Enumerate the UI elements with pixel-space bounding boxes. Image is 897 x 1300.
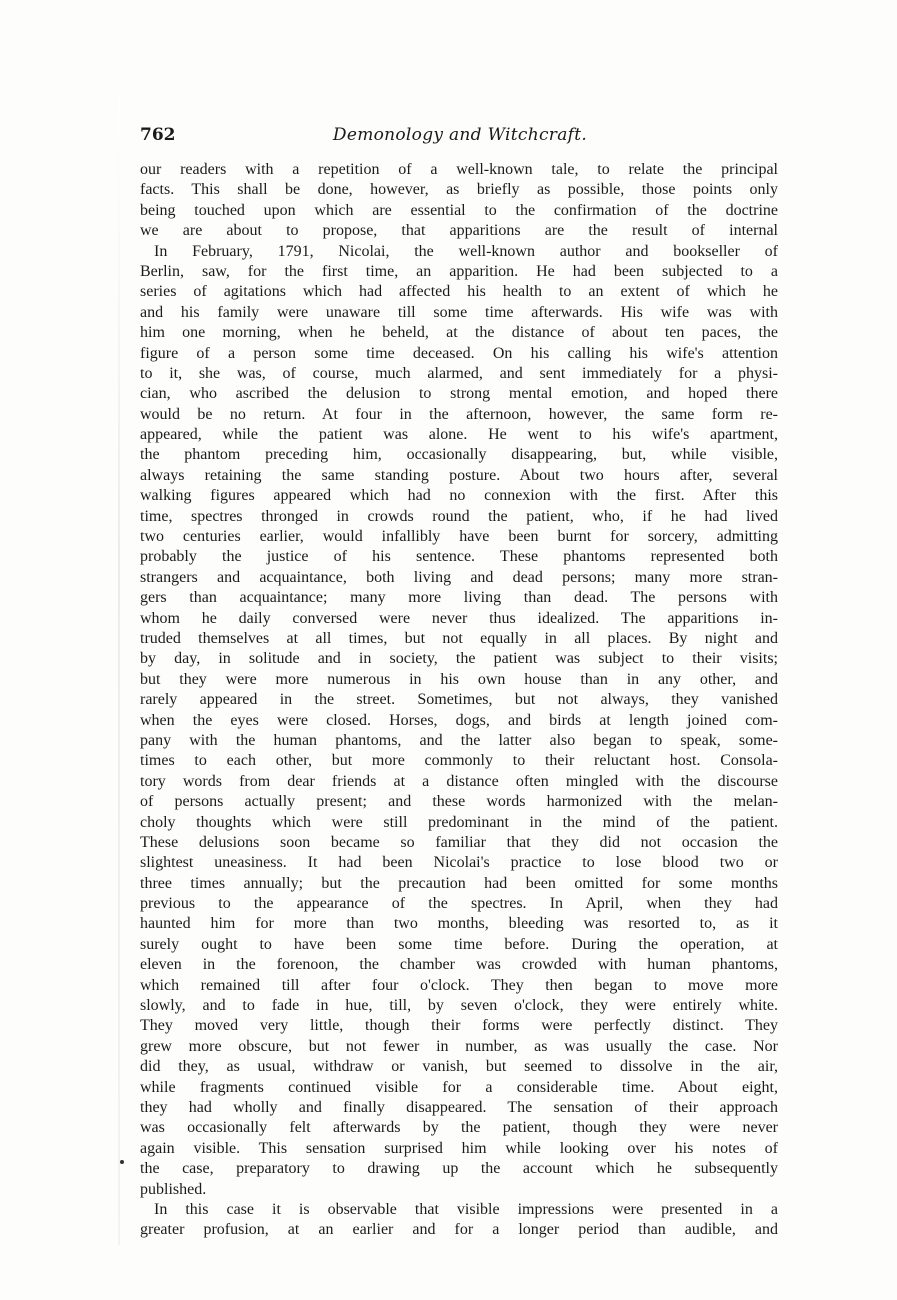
text-line: but they were more numerous in his own house than in any other, and bbox=[140, 670, 778, 688]
text-line: greater profusion, at an earlier and for a longer period than audible, and bbox=[140, 1221, 778, 1239]
text-line: always retaining the same standing posture. About two hours after, several bbox=[140, 466, 778, 484]
text-line: three times annually; but the precaution had been omitted for some months bbox=[140, 874, 778, 892]
text-line: In February, 1791, Nicolai, the well-known author and bookseller of bbox=[154, 242, 778, 260]
text-line: by day, in solitude and in society, the patient was subject to their visits; bbox=[140, 650, 778, 668]
text-line: again visible. This sensation surprised him while looking over his notes of bbox=[140, 1139, 778, 1157]
text-line: Berlin, saw, for the first time, an apparition. He had been subjected to a bbox=[140, 262, 778, 280]
text-line: we are about to propose, that apparitions are the result of internal bbox=[140, 222, 778, 240]
text-line: series of agitations which had affected his health to an extent of which he bbox=[140, 283, 778, 301]
text-line: while fragments continued visible for a considerable time. About eight, bbox=[140, 1078, 778, 1096]
page-gutter-edge bbox=[118, 95, 120, 1245]
text-line: In this case it is observable that visible impressions were presented in a bbox=[154, 1200, 778, 1218]
text-line: they had wholly and finally disappeared. The sensation of their approach bbox=[140, 1098, 778, 1116]
text-line: cian, who ascribed the delusion to strong mental emotion, and hoped there bbox=[140, 385, 778, 403]
page-number: 762 bbox=[140, 125, 176, 145]
text-line: times to each other, but more commonly to their reluctant host. Consola- bbox=[140, 752, 778, 770]
text-line: previous to the appearance of the spectres. In April, when they had bbox=[140, 895, 778, 913]
text-line: being touched upon which are essential to the confirmation of the doctrine bbox=[140, 201, 778, 219]
running-head bbox=[140, 125, 780, 155]
text-line: rarely appeared in the street. Sometimes, but not always, they vanished bbox=[140, 691, 778, 709]
text-line: surely ought to have been some time before. During the operation, at bbox=[140, 935, 778, 953]
text-line: whom he daily conversed were never thus idealized. The apparitions in- bbox=[140, 609, 778, 627]
text-line: appeared, while the patient was alone. He went to his wife's apartment, bbox=[140, 426, 778, 444]
text-line: slowly, and to fade in hue, till, by seven o'clock, they were entirely white. bbox=[140, 997, 778, 1015]
text-line: was occasionally felt afterwards by the patient, though they were never bbox=[140, 1119, 778, 1137]
text-line: These delusions soon became so familiar that they did not occasion the bbox=[140, 833, 778, 851]
text-line: walking figures appeared which had no connexion with the first. After this bbox=[140, 487, 778, 505]
text-line: published. bbox=[140, 1180, 207, 1198]
text-line: strangers and acquaintance, both living and dead persons; many more stran- bbox=[140, 568, 778, 586]
text-line: when the eyes were closed. Horses, dogs, and birds at length joined com- bbox=[140, 711, 778, 729]
text-line: would be no return. At four in the afternoon, however, the same form re- bbox=[140, 405, 778, 423]
text-line: slightest uneasiness. It had been Nicolai's practice to lose blood two or bbox=[140, 854, 778, 872]
text-line: eleven in the forenoon, the chamber was crowded with human phantoms, bbox=[140, 956, 778, 974]
text-line: our readers with a repetition of a well-known tale, to relate the principal bbox=[140, 161, 778, 178]
text-line: truded themselves at all times, but not equally in all places. By night and bbox=[140, 629, 778, 647]
running-title: Demonology and Witchcraft. bbox=[332, 125, 588, 145]
text-line: him one morning, when he beheld, at the distance of about ten paces, the bbox=[140, 324, 778, 342]
text-line: the phantom preceding him, occasionally disappearing, but, while visible, bbox=[140, 446, 778, 464]
text-line: gers than acquaintance; many more living than dead. The persons with bbox=[140, 589, 778, 607]
text-line: of persons actually present; and these words harmonized with the melan- bbox=[140, 793, 778, 811]
text-line: which remained till after four o'clock. They then began to move more bbox=[140, 976, 778, 994]
text-line: two centuries earlier, would infallibly have been burnt for sorcery, admitting bbox=[140, 528, 778, 546]
text-line: did they, as usual, withdraw or vanish, but seemed to dissolve in the air, bbox=[140, 1058, 778, 1076]
text-line: choly thoughts which were still predominant in the mind of the patient. bbox=[140, 813, 778, 831]
margin-mark bbox=[120, 1160, 124, 1164]
text-line: probably the justice of his sentence. These phantoms represented both bbox=[140, 548, 778, 566]
text-line: figure of a person some time deceased. On his calling his wife's attention bbox=[140, 344, 778, 362]
text-line: They moved very little, though their forms were perfectly distinct. They bbox=[140, 1017, 778, 1035]
text-line: and his family were unaware till some time afterwards. His wife was with bbox=[140, 303, 778, 321]
text-line: to it, she was, of course, much alarmed, and sent immediately for a physi- bbox=[140, 364, 778, 382]
text-line: the case, preparatory to drawing up the account which he subsequently bbox=[140, 1160, 778, 1178]
body-text bbox=[140, 160, 778, 1241]
text-line: pany with the human phantoms, and the latter also began to speak, some- bbox=[140, 731, 778, 749]
text-line: tory words from dear friends at a distance often mingled with the discourse bbox=[140, 772, 778, 790]
text-line: haunted him for more than two months, bleeding was resorted to, as it bbox=[140, 915, 778, 933]
text-line: grew more obscure, but not fewer in number, as was usually the case. Nor bbox=[140, 1037, 778, 1055]
text-line: time, spectres thronged in crowds round the patient, who, if he had lived bbox=[140, 507, 778, 525]
text-line: facts. This shall be done, however, as briefly as possible, those points only bbox=[140, 181, 778, 199]
